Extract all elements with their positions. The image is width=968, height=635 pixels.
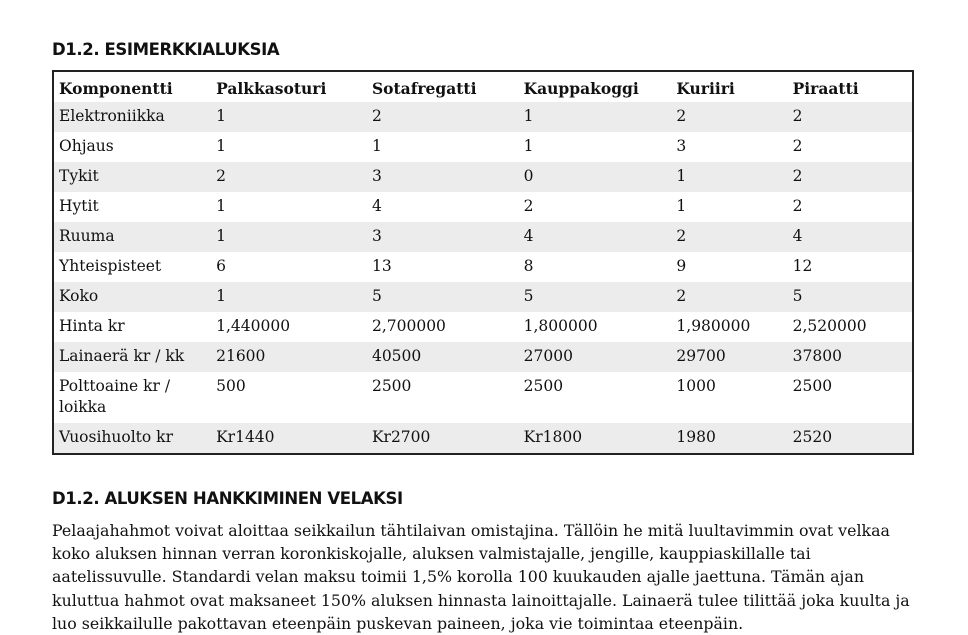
- document-page: [52, 38, 912, 635]
- table-row: [53, 222, 913, 252]
- table-cell: 2500: [519, 372, 672, 423]
- table-row: [53, 423, 913, 454]
- row-label-cell: Ruuma: [53, 222, 211, 252]
- ship-debt-paragraph: Pelaajahahmot voivat aloittaa seikkailun tähtilaivan omistajina. Tällöin he mitä luultavimmin ovat velkaa koko aluksen hinnan verran koronkiskojalle, aluksen valmistajalle, jengille, kauppiaskillalle tai aatelissuvulle. Standardi velan maksu toimii 1,5% korolla 100 kuukauden ajalle jaettuna. Tämän ajan kuluttua hahmot ovat maksaneet 150% aluksen hinnasta lainoittajalle. Lainaerä tulee tilittää joka kuulta ja luo seikkailulle pakottavan eteenpäin puskevan paineen, joka vie toimintaa eteenpäin.: [52, 521, 910, 633]
- table-cell: 27000: [519, 342, 672, 372]
- row-label-cell: Koko: [53, 282, 211, 312]
- example-ships-table: [52, 70, 914, 455]
- table-cell: 1: [671, 162, 787, 192]
- row-label-cell: Hinta kr: [53, 312, 211, 342]
- table-cell: 1,800000: [519, 312, 672, 342]
- row-label-cell: Hytit: [53, 192, 211, 222]
- column-header: Piraatti: [792, 78, 859, 98]
- table-cell: Kr1440: [211, 423, 367, 454]
- table-cell: 3: [671, 132, 787, 162]
- table-cell: 8: [519, 252, 672, 282]
- table-cell: 40500: [367, 342, 519, 372]
- table-cell: 1: [211, 132, 367, 162]
- table-cell: 4: [519, 222, 672, 252]
- table-cell: 1: [211, 222, 367, 252]
- table-cell: Kr1800: [519, 423, 672, 454]
- column-header: Komponentti: [59, 78, 173, 98]
- table-cell: 12: [788, 252, 913, 282]
- table-cell: 1: [211, 192, 367, 222]
- table-cell: 5: [367, 282, 519, 312]
- table-cell: 13: [367, 252, 519, 282]
- table-cell: 4: [367, 192, 519, 222]
- table-cell: 1000: [671, 372, 787, 423]
- table-cell: 2: [788, 192, 913, 222]
- row-label-cell: Vuosihuolto kr: [53, 423, 211, 454]
- table-cell: 2: [671, 282, 787, 312]
- table-cell: 1: [367, 132, 519, 162]
- table-cell: 2,520000: [788, 312, 913, 342]
- table-cell: 2: [211, 162, 367, 192]
- table-row: [53, 162, 913, 192]
- table-cell: 5: [788, 282, 913, 312]
- table-cell: Kr2700: [367, 423, 519, 454]
- table-cell: 1: [671, 192, 787, 222]
- table-cell: 1: [519, 132, 672, 162]
- row-label-cell: Ohjaus: [53, 132, 211, 162]
- column-header: Kuriiri: [676, 78, 735, 98]
- table-row: [53, 132, 913, 162]
- table-row: [53, 282, 913, 312]
- table-row: [53, 192, 913, 222]
- table-cell: 2500: [788, 372, 913, 423]
- table-cell: 1980: [671, 423, 787, 454]
- table-cell: 2: [788, 132, 913, 162]
- table-cell: 2: [367, 102, 519, 132]
- table-cell: 3: [367, 162, 519, 192]
- row-label-cell: Lainaerä kr / kk: [53, 342, 211, 372]
- table-cell: 5: [519, 282, 672, 312]
- table-cell: 2: [788, 162, 913, 192]
- column-header: Kauppakoggi: [523, 78, 639, 98]
- table-cell: 1,980000: [671, 312, 787, 342]
- table-cell: 1: [211, 282, 367, 312]
- table-cell: 2,700000: [367, 312, 519, 342]
- table-cell: 6: [211, 252, 367, 282]
- table-cell: 4: [788, 222, 913, 252]
- table-cell: 500: [211, 372, 367, 423]
- table-cell: 2: [671, 222, 787, 252]
- table-cell: 2: [788, 102, 913, 132]
- table-row: [53, 312, 913, 342]
- table-cell: 2: [519, 192, 672, 222]
- table-cell: 2500: [367, 372, 519, 423]
- table-cell: 2: [671, 102, 787, 132]
- row-label-cell: Tykit: [53, 162, 211, 192]
- table-body: [53, 102, 913, 454]
- table-row: [53, 102, 913, 132]
- row-label-cell: Polttoaine kr / loikka: [53, 372, 211, 423]
- table-cell: 29700: [671, 342, 787, 372]
- column-header: Palkkasoturi: [216, 78, 327, 98]
- table-cell: 21600: [211, 342, 367, 372]
- table-cell: 3: [367, 222, 519, 252]
- table-cell: 1,440000: [211, 312, 367, 342]
- table-cell: 0: [519, 162, 672, 192]
- ship-debt-heading: D1.2. ALUKSEN HANKKIMINEN VELAKSI: [52, 489, 403, 508]
- table-row: [53, 252, 913, 282]
- table-cell: 37800: [788, 342, 913, 372]
- table-cell: 1: [211, 102, 367, 132]
- table-header-row: [53, 71, 913, 102]
- table-row: [53, 372, 913, 423]
- row-label-cell: Yhteispisteet: [53, 252, 211, 282]
- table-cell: 1: [519, 102, 672, 132]
- table-cell: 9: [671, 252, 787, 282]
- table-cell: 2520: [788, 423, 913, 454]
- row-label-cell: Elektroniikka: [53, 102, 211, 132]
- table-row: [53, 342, 913, 372]
- example-ships-heading: D1.2. ESIMERKKIALUKSIA: [52, 40, 280, 59]
- column-header: Sotafregatti: [371, 78, 477, 98]
